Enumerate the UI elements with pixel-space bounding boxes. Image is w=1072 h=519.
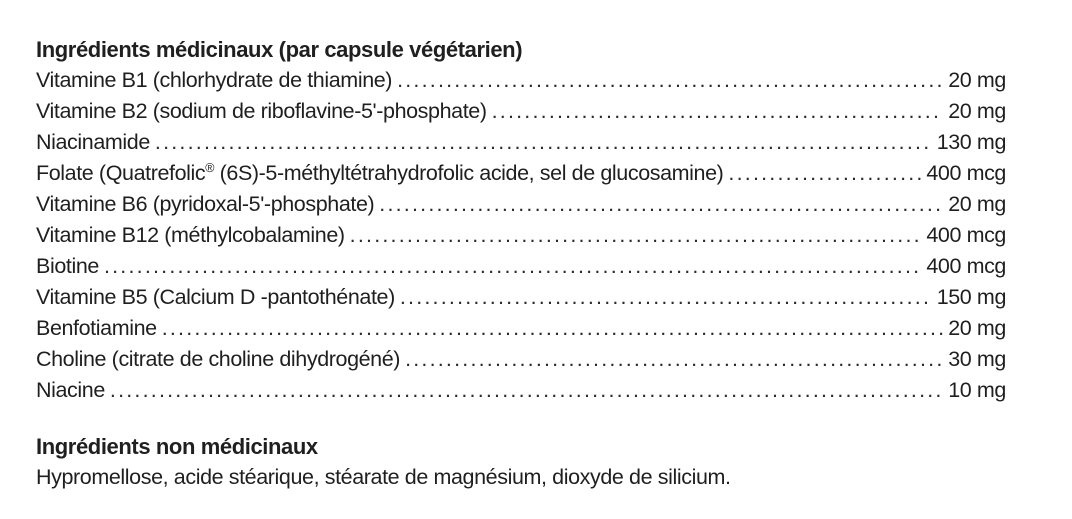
ingredient-name: Folate (Quatrefolic® (6S)-5-méthyltétrahydrofolic acide, sel de glucosamine): [36, 160, 724, 185]
ingredient-name: Niacine: [36, 378, 105, 402]
ingredient-name: Vitamine B1 (chlorhydrate de thiamine): [36, 68, 393, 92]
ingredient-name: Biotine: [36, 254, 99, 278]
ingredient-name: Benfotiamine: [36, 316, 157, 340]
ingredient-amount: 20 mg: [948, 68, 1006, 92]
ingredient-row: [36, 313, 1006, 344]
ingredient-name: Vitamine B6 (pyridoxal-5'-phosphate): [36, 192, 375, 216]
dot-leader: [405, 344, 943, 375]
ingredient-amount: 20 mg: [948, 316, 1006, 340]
ingredient-row: [36, 158, 1006, 189]
ingredient-amount: 20 mg: [948, 99, 1006, 123]
non-medicinal-ingredients-text: Hypromellose, acide stéarique, stéarate de magnésium, dioxyde de silicium.: [36, 465, 731, 489]
ingredient-amount: 20 mg: [948, 192, 1006, 216]
dot-leader: [397, 65, 943, 96]
ingredient-amount: 130 mg: [936, 130, 1006, 154]
ingredient-row: [36, 344, 1006, 375]
dot-leader: [492, 96, 944, 127]
medicinal-ingredients-section: [36, 34, 1006, 406]
ingredient-row: [36, 189, 1006, 220]
dot-leader: [728, 158, 921, 189]
non-medicinal-ingredients-section: [36, 431, 1006, 493]
dot-leader: [104, 251, 921, 282]
ingredient-row: [36, 282, 1006, 313]
dot-leader: [155, 127, 932, 158]
dot-leader: [379, 189, 943, 220]
ingredient-amount: 400 mcg: [926, 161, 1006, 185]
ingredient-amount: 30 mg: [948, 347, 1006, 371]
ingredient-row: [36, 375, 1006, 406]
dot-leader: [400, 282, 932, 313]
dot-leader: [110, 375, 943, 406]
ingredient-row: [36, 251, 1006, 282]
ingredient-amount: 10 mg: [948, 378, 1006, 402]
ingredient-name: Vitamine B5 (Calcium D -pantothénate): [36, 285, 395, 309]
medicinal-ingredients-heading: Ingrédients médicinaux (par capsule végétarien): [36, 37, 523, 62]
ingredient-amount: 400 mcg: [926, 223, 1006, 247]
ingredient-name: Vitamine B12 (méthylcobalamine): [36, 223, 345, 247]
ingredient-row: [36, 65, 1006, 96]
ingredient-row: [36, 96, 1006, 127]
ingredient-row: [36, 127, 1006, 158]
ingredient-amount: 150 mg: [936, 285, 1006, 309]
ingredient-name: Choline (citrate de choline dihydrogéné): [36, 347, 401, 371]
ingredient-row: [36, 220, 1006, 251]
ingredient-name: Vitamine B2 (sodium de riboflavine-5'-phosphate): [36, 99, 487, 123]
ingredient-amount: 400 mcg: [926, 254, 1006, 278]
dot-leader: [350, 220, 922, 251]
dot-leader: [162, 313, 944, 344]
non-medicinal-ingredients-heading: Ingrédients non médicinaux: [36, 434, 318, 459]
ingredient-name: Niacinamide: [36, 130, 150, 154]
